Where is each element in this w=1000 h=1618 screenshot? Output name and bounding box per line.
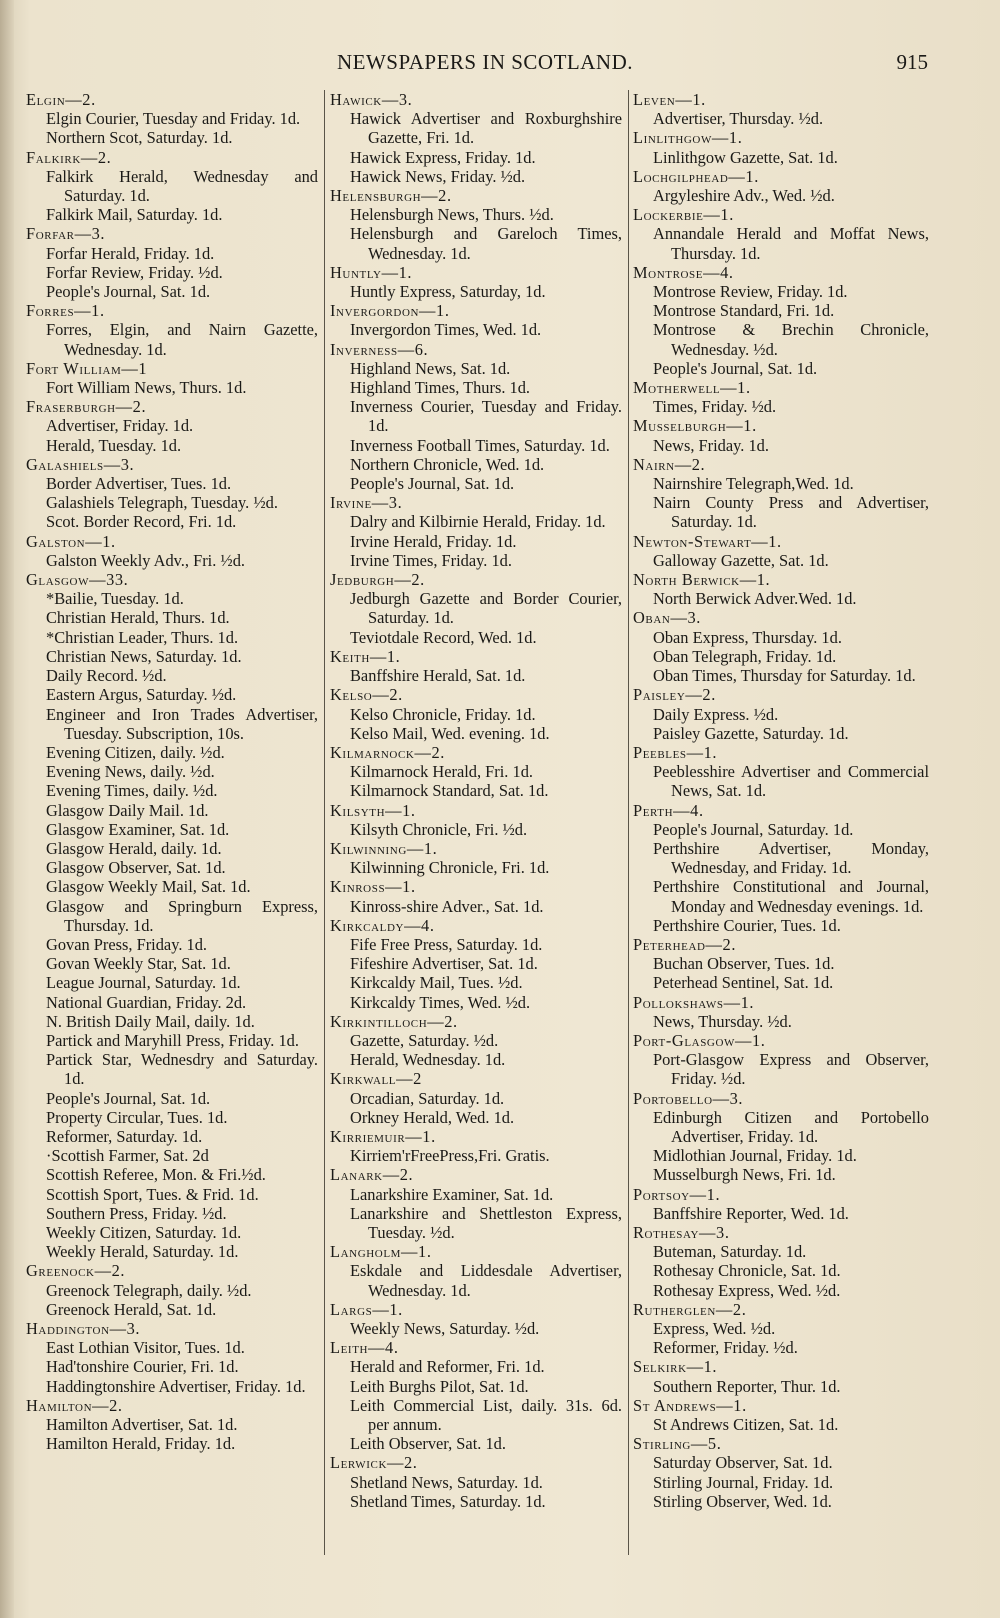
newspaper-entry: Reformer, Friday. ½d. bbox=[653, 1338, 798, 1358]
newspaper-entry: Greenock Telegraph, daily. ½d. bbox=[46, 1280, 252, 1300]
town-section bbox=[633, 205, 929, 263]
town-section bbox=[26, 397, 318, 455]
town-section bbox=[633, 1396, 929, 1434]
newspaper-entry: Scottish Referee, Mon. & Fri.½d. bbox=[46, 1165, 266, 1185]
newspaper-entry: Shetland News, Saturday. 1d. bbox=[350, 1472, 543, 1492]
town-section bbox=[633, 993, 929, 1031]
town-section bbox=[26, 301, 318, 359]
town-heading: Hawick—3. bbox=[330, 90, 413, 109]
newspaper-entry: Weekly Citizen, Saturday. 1d. bbox=[46, 1222, 242, 1242]
town-section bbox=[633, 743, 929, 801]
newspaper-entry: Forfar Review, Friday. ½d. bbox=[46, 262, 223, 282]
town-section bbox=[26, 90, 318, 148]
newspaper-entry: People's Journal, Sat. 1d. bbox=[350, 474, 515, 494]
newspaper-entry: Govan Weekly Star, Sat. 1d. bbox=[46, 954, 231, 974]
newspaper-entry: Kilmarnock Herald, Fri. 1d. bbox=[350, 762, 533, 782]
newspaper-entry: Engineer and Iron Trades Advertiser, Tuesday. Subscription, 10s. bbox=[46, 704, 318, 743]
newspaper-entry: Port-Glasgow Express and Observer, Friday. ½d. bbox=[653, 1050, 929, 1089]
town-heading: North Berwick—1. bbox=[633, 570, 771, 590]
newspaper-entry: Leith Commercial List, daily. 31s. 6d. per annum. bbox=[350, 1395, 622, 1435]
town-section bbox=[330, 1069, 622, 1127]
newspaper-entry: Herald, Wednesday. 1d. bbox=[350, 1050, 506, 1070]
column-3 bbox=[633, 90, 929, 1511]
newspaper-entry: Oban Times, Thursday for Saturday. 1d. bbox=[653, 666, 916, 686]
newspaper-entry: North Berwick Adver.Wed. 1d. bbox=[653, 589, 857, 609]
town-heading: Inverness—6. bbox=[330, 339, 429, 359]
town-heading: Lochgilphead—1. bbox=[633, 166, 759, 186]
newspaper-entry: Times, Friday. ½d. bbox=[653, 397, 777, 417]
town-heading: Kelso—2. bbox=[330, 685, 403, 705]
newspaper-entry: News, Thursday. ½d. bbox=[653, 1011, 792, 1031]
newspaper-entry: Lanarkshire Examiner, Sat. 1d. bbox=[350, 1184, 554, 1204]
town-heading: Oban—3. bbox=[633, 608, 701, 628]
newspaper-entry: Property Circular, Tues. 1d. bbox=[46, 1107, 228, 1127]
town-section bbox=[330, 90, 622, 186]
town-section bbox=[633, 455, 929, 532]
town-heading: Langholm—1. bbox=[330, 1242, 432, 1262]
newspaper-entry: Nairnshire Telegraph,Wed. 1d. bbox=[653, 474, 854, 494]
town-section bbox=[330, 1300, 622, 1338]
column-2 bbox=[330, 90, 622, 1511]
newspaper-entry: Galashiels Telegraph, Tuesday. ½d. bbox=[46, 493, 278, 513]
town-heading: Musselburgh—1. bbox=[633, 416, 757, 436]
newspaper-entry: Forfar Herald, Friday. 1d. bbox=[46, 243, 215, 263]
newspaper-entry: Reformer, Saturday. 1d. bbox=[46, 1126, 203, 1146]
column-1 bbox=[26, 90, 318, 1453]
newspaper-entry: Kilsyth Chronicle, Fri. ½d. bbox=[350, 819, 528, 839]
town-heading: Keith—1. bbox=[330, 646, 401, 666]
newspaper-entry: Irvine Herald, Friday. 1d. bbox=[350, 531, 517, 551]
town-heading: Irvine—3. bbox=[330, 493, 403, 513]
newspaper-entry: Kilwinning Chronicle, Fri. 1d. bbox=[350, 858, 550, 878]
town-section bbox=[633, 416, 929, 454]
town-heading: Lanark—2. bbox=[330, 1165, 414, 1185]
town-heading: Fort William—1 bbox=[26, 358, 148, 378]
town-section bbox=[633, 685, 929, 743]
newspaper-entry: Elgin Courier, Tuesday and Friday. 1d. bbox=[46, 109, 301, 129]
newspaper-entry: Glasgow Daily Mail. 1d. bbox=[46, 800, 209, 820]
newspaper-entry: Christian Herald, Thurs. 1d. bbox=[46, 608, 230, 628]
newspaper-entry: Stirling Journal, Friday. 1d. bbox=[653, 1472, 834, 1492]
town-heading: Leith—4. bbox=[330, 1338, 399, 1358]
town-heading: Elgin—2. bbox=[26, 90, 96, 109]
town-section bbox=[633, 1434, 929, 1511]
town-section bbox=[330, 1338, 622, 1453]
town-heading: Jedburgh—2. bbox=[330, 570, 425, 590]
town-heading: Forfar—3. bbox=[26, 224, 106, 244]
town-section bbox=[330, 493, 622, 570]
town-section bbox=[26, 359, 318, 397]
newspaper-entry: Northern Scot, Saturday. 1d. bbox=[46, 128, 233, 148]
newspaper-entry: Advertiser, Thursday. ½d. bbox=[653, 109, 824, 129]
newspaper-entry: Glasgow Weekly Mail, Sat. 1d. bbox=[46, 877, 251, 897]
town-heading: Kinross—1. bbox=[330, 877, 416, 897]
town-section bbox=[330, 685, 622, 743]
newspaper-entry: League Journal, Saturday. 1d. bbox=[46, 973, 241, 993]
newspaper-entry: Northern Chronicle, Wed. 1d. bbox=[350, 454, 545, 474]
newspaper-entry: Rothesay Express, Wed. ½d. bbox=[653, 1280, 841, 1300]
town-section bbox=[633, 1357, 929, 1395]
town-section bbox=[330, 186, 622, 263]
town-heading: Kirriemuir—1. bbox=[330, 1126, 436, 1146]
town-heading: Rutherglen—2. bbox=[633, 1299, 747, 1319]
newspaper-entry: Evening Citizen, daily. ½d. bbox=[46, 742, 225, 762]
town-section bbox=[633, 1185, 929, 1223]
town-section bbox=[330, 839, 622, 877]
newspaper-entry: People's Journal, Saturday. 1d. bbox=[653, 819, 854, 839]
newspaper-entry: Southern Press, Friday. ½d. bbox=[46, 1203, 227, 1223]
newspaper-entry: Paisley Gazette, Saturday. 1d. bbox=[653, 723, 849, 743]
town-section bbox=[633, 570, 929, 608]
newspaper-entry: Dalry and Kilbirnie Herald, Friday. 1d. bbox=[350, 512, 606, 532]
town-heading: Kirkwall—2 bbox=[330, 1069, 422, 1089]
town-heading: Portsoy—1. bbox=[633, 1184, 721, 1204]
newspaper-entry: Falkirk Herald, Wednesday and Saturday. 1d. bbox=[46, 166, 318, 206]
town-heading: Peebles—1. bbox=[633, 742, 718, 762]
town-heading: Newton-Stewart—1. bbox=[633, 531, 782, 551]
newspaper-entry: Buchan Observer, Tues. 1d. bbox=[653, 954, 835, 974]
newspaper-entry: Kirkcaldy Times, Wed. ½d. bbox=[350, 992, 531, 1012]
newspaper-entry: Partick and Maryhill Press, Friday. 1d. bbox=[46, 1030, 299, 1050]
newspaper-entry: Oban Express, Thursday. 1d. bbox=[653, 627, 842, 647]
newspaper-entry: Glasgow Observer, Sat. 1d. bbox=[46, 858, 226, 878]
town-heading: Montrose—4. bbox=[633, 262, 734, 282]
town-section bbox=[330, 916, 622, 1012]
town-heading: Huntly—1. bbox=[330, 262, 413, 282]
newspaper-entry: Glasgow Herald, daily. 1d. bbox=[46, 838, 222, 858]
newspaper-entry: Advertiser, Friday. 1d. bbox=[46, 416, 194, 436]
newspaper-entry: Teviotdale Record, Wed. 1d. bbox=[350, 627, 537, 647]
town-section bbox=[330, 1165, 622, 1242]
newspaper-entry: Govan Press, Friday. 1d. bbox=[46, 934, 208, 954]
town-section bbox=[330, 1127, 622, 1165]
newspaper-entry: Linlithgow Gazette, Sat. 1d. bbox=[653, 147, 838, 167]
newspaper-entry: News, Friday. 1d. bbox=[653, 435, 769, 455]
newspaper-entry: Stirling Observer, Wed. 1d. bbox=[653, 1491, 832, 1511]
newspaper-entry: Galston Weekly Adv., Fri. ½d. bbox=[46, 550, 245, 570]
town-section bbox=[633, 90, 929, 128]
newspaper-entry: Herald and Reformer, Fri. 1d. bbox=[350, 1357, 545, 1377]
town-section bbox=[330, 301, 622, 339]
newspaper-entry: Peeblesshire Advertiser and Commercial News, Sat. 1d. bbox=[653, 762, 929, 801]
newspaper-entry: East Lothian Visitor, Tues. 1d. bbox=[46, 1338, 245, 1358]
town-heading: Portobello—3. bbox=[633, 1088, 744, 1108]
town-heading: Pollokshaws—1. bbox=[633, 992, 755, 1012]
newspaper-entry: Montrose & Brechin Chronicle, Wednesday. ½d. bbox=[653, 320, 929, 359]
town-heading: Greenock—2. bbox=[26, 1261, 126, 1281]
newspaper-entry: Leith Observer, Sat. 1d. bbox=[350, 1434, 506, 1454]
newspaper-entry: Jedburgh Gazette and Border Courier, Saturday. 1d. bbox=[350, 589, 622, 628]
page-binding-edge bbox=[0, 0, 14, 1618]
page-number: 915 bbox=[896, 50, 928, 74]
newspaper-entry: Kinross-shire Adver., Sat. 1d. bbox=[350, 896, 544, 916]
town-section bbox=[330, 877, 622, 915]
newspaper-entry: Fifeshire Advertiser, Sat. 1d. bbox=[350, 954, 538, 974]
town-heading: Selkirk—1. bbox=[633, 1357, 718, 1377]
town-heading: Leven—1. bbox=[633, 90, 706, 109]
town-section bbox=[26, 1396, 318, 1454]
town-heading: Kilmarnock—2. bbox=[330, 742, 445, 762]
newspaper-entry: Huntly Express, Saturday, 1d. bbox=[350, 282, 546, 302]
page-header bbox=[0, 50, 1000, 80]
town-heading: Lockerbie—1. bbox=[633, 205, 734, 225]
town-section bbox=[26, 1261, 318, 1319]
town-section bbox=[330, 1242, 622, 1300]
newspaper-entry: Kirriem'rFreePress,Fri. Gratis. bbox=[350, 1146, 550, 1166]
newspaper-entry: Christian News, Saturday. 1d. bbox=[46, 646, 242, 666]
town-heading: Galston—1. bbox=[26, 531, 116, 551]
newspaper-entry: *Bailie, Tuesday. 1d. bbox=[46, 589, 184, 609]
newspaper-entry: Daily Record. ½d. bbox=[46, 666, 167, 686]
town-section bbox=[26, 148, 318, 225]
town-section bbox=[330, 263, 622, 301]
town-heading: Linlithgow—1. bbox=[633, 128, 743, 148]
town-section bbox=[633, 1223, 929, 1300]
town-heading: Glasgow—33. bbox=[26, 570, 129, 590]
newspaper-entry: Invergordon Times, Wed. 1d. bbox=[350, 320, 542, 340]
town-heading: Falkirk—2. bbox=[26, 147, 112, 167]
newspaper-entry: Oban Telegraph, Friday. 1d. bbox=[653, 646, 837, 666]
newspaper-entry: Hawick News, Friday. ½d. bbox=[350, 166, 526, 186]
town-heading: Port-Glasgow—1. bbox=[633, 1030, 766, 1050]
newspaper-entry: Helensburgh and Gareloch Times, Wednesday. 1d. bbox=[350, 224, 622, 263]
newspaper-entry: Banffshire Herald, Sat. 1d. bbox=[350, 666, 526, 686]
town-heading: Kirkcaldy—4. bbox=[330, 915, 435, 935]
town-heading: Galashiels—3. bbox=[26, 454, 135, 474]
column-divider bbox=[628, 90, 629, 1555]
newspaper-entry: ·Scottish Farmer, Sat. 2d bbox=[46, 1146, 209, 1166]
newspaper-entry: Musselburgh News, Fri. 1d. bbox=[653, 1165, 836, 1185]
town-heading: Fraserburgh—2. bbox=[26, 397, 147, 417]
newspaper-entry: Montrose Review, Friday. 1d. bbox=[653, 282, 848, 302]
town-section bbox=[330, 801, 622, 839]
newspaper-entry: Eastern Argus, Saturday. ½d. bbox=[46, 685, 237, 705]
newspaper-entry: Hawick Advertiser and Roxburghshire Gazette, Fri. 1d. bbox=[350, 109, 622, 148]
town-section bbox=[633, 1031, 929, 1089]
town-heading: Perth—4. bbox=[633, 800, 704, 820]
newspaper-entry: Border Advertiser, Tues. 1d. bbox=[46, 474, 232, 494]
newspaper-entry: St Andrews Citizen, Sat. 1d. bbox=[653, 1415, 839, 1435]
town-section bbox=[633, 263, 929, 378]
newspaper-entry: People's Journal, Sat. 1d. bbox=[46, 1088, 211, 1108]
newspaper-entry: Buteman, Saturday. 1d. bbox=[653, 1242, 807, 1262]
town-section bbox=[330, 1012, 622, 1070]
newspaper-entry: Midlothian Journal, Friday. 1d. bbox=[653, 1146, 857, 1166]
town-section bbox=[633, 608, 929, 685]
newspaper-entry: Southern Reporter, Thur. 1d. bbox=[653, 1376, 841, 1396]
newspaper-entry: Partick Star, Wednesdry and Saturday. 1d. bbox=[46, 1050, 318, 1089]
town-heading: Haddington—3. bbox=[26, 1319, 141, 1338]
newspaper-entry: Lanarkshire and Shettleston Express, Tuesday. ½d. bbox=[350, 1203, 622, 1242]
town-heading: Rothesay—3. bbox=[633, 1222, 730, 1242]
town-heading: Largs—1. bbox=[330, 1299, 403, 1319]
newspaper-entry: Shetland Times, Saturday. 1d. bbox=[350, 1491, 546, 1511]
newspaper-entry: Forres, Elgin, and Nairn Gazette, Wednesday. 1d. bbox=[46, 320, 318, 359]
town-section bbox=[26, 455, 318, 532]
newspaper-entry: Had'tonshire Courier, Fri. 1d. bbox=[46, 1357, 239, 1377]
newspaper-entry: Inverness Football Times, Saturday. 1d. bbox=[350, 435, 610, 455]
newspaper-entry: Annandale Herald and Moffat News, Thursday. 1d. bbox=[653, 224, 929, 263]
newspaper-entry: Evening Times, daily. ½d. bbox=[46, 781, 218, 801]
newspaper-entry: Edinburgh Citizen and Portobello Advertiser, Friday. 1d. bbox=[653, 1107, 929, 1146]
newspaper-entry: Kelso Chronicle, Friday. 1d. bbox=[350, 704, 536, 724]
newspaper-entry: Highland Times, Thurs. 1d. bbox=[350, 378, 531, 398]
newspaper-entry: Glasgow and Springburn Express, Thursday. 1d. bbox=[46, 896, 318, 935]
newspaper-entry: Greenock Herald, Sat. 1d. bbox=[46, 1299, 217, 1319]
newspaper-entry: Argyleshire Adv., Wed. ½d. bbox=[653, 186, 835, 206]
newspaper-entry: Rothesay Chronicle, Sat. 1d. bbox=[653, 1261, 841, 1281]
newspaper-entry: Eskdale and Liddesdale Advertiser, Wednesday. 1d. bbox=[350, 1261, 622, 1300]
newspaper-entry: Evening News, daily. ½d. bbox=[46, 762, 215, 782]
town-section bbox=[633, 1300, 929, 1358]
newspaper-entry: Hamilton Herald, Friday. 1d. bbox=[46, 1434, 236, 1454]
newspaper-entry: Perthshire Courier, Tues. 1d. bbox=[653, 915, 841, 935]
town-section bbox=[26, 570, 318, 1261]
newspaper-entry: Kilmarnock Standard, Sat. 1d. bbox=[350, 781, 549, 801]
town-section bbox=[330, 570, 622, 647]
newspaper-entry: Fort William News, Thurs. 1d. bbox=[46, 378, 247, 398]
newspaper-entry: Orkney Herald, Wed. 1d. bbox=[350, 1107, 515, 1127]
newspaper-entry: N. British Daily Mail, daily. 1d. bbox=[46, 1011, 255, 1031]
newspaper-entry: Kirkcaldy Mail, Tues. ½d. bbox=[350, 973, 523, 993]
town-section bbox=[633, 128, 929, 166]
town-section bbox=[330, 743, 622, 801]
town-heading: Nairn—2. bbox=[633, 454, 706, 474]
newspaper-entry: Haddingtonshire Advertiser, Friday. 1d. bbox=[46, 1376, 306, 1396]
town-section bbox=[633, 935, 929, 993]
newspaper-entry: Scottish Sport, Tues. & Frid. 1d. bbox=[46, 1184, 259, 1204]
town-section bbox=[633, 801, 929, 935]
newspaper-entry: Inverness Courier, Tuesday and Friday. 1d. bbox=[350, 397, 622, 436]
town-heading: Invergordon—1. bbox=[330, 301, 450, 321]
town-section bbox=[26, 532, 318, 570]
newspaper-entry: Hamilton Advertiser, Sat. 1d. bbox=[46, 1415, 238, 1435]
town-section bbox=[26, 224, 318, 301]
newspaper-entry: Montrose Standard, Fri. 1d. bbox=[653, 301, 835, 321]
town-heading: Stirling—5. bbox=[633, 1434, 722, 1454]
newspaper-entry: *Christian Leader, Thurs. 1d. bbox=[46, 627, 239, 647]
newspaper-entry: Express, Wed. ½d. bbox=[653, 1319, 776, 1338]
town-heading: Paisley—2. bbox=[633, 685, 716, 705]
town-heading: Lerwick—2. bbox=[330, 1453, 418, 1473]
newspaper-entry: Nairn County Press and Advertiser, Saturday. 1d. bbox=[653, 493, 929, 532]
town-section bbox=[633, 378, 929, 416]
town-section bbox=[330, 647, 622, 685]
town-heading: Kilwinning—1. bbox=[330, 838, 438, 858]
town-section bbox=[633, 532, 929, 570]
column-divider bbox=[324, 90, 325, 1555]
newspaper-entry: Falkirk Mail, Saturday. 1d. bbox=[46, 205, 223, 225]
page-title: NEWSPAPERS IN SCOTLAND. bbox=[336, 50, 633, 74]
town-heading: Helensburgh—2. bbox=[330, 186, 452, 206]
newspaper-entry: Weekly News, Saturday. ½d. bbox=[350, 1319, 540, 1338]
newspaper-entry: Highland News, Sat. 1d. bbox=[350, 358, 511, 378]
newspaper-entry: National Guardian, Friday. 2d. bbox=[46, 992, 247, 1012]
newspaper-entry: Glasgow Examiner, Sat. 1d. bbox=[46, 819, 230, 839]
newspaper-entry: Weekly Herald, Saturday. 1d. bbox=[46, 1242, 239, 1262]
town-heading: Kilsyth—1. bbox=[330, 800, 416, 820]
newspaper-entry: Kelso Mail, Wed. evening. 1d. bbox=[350, 723, 550, 743]
town-section bbox=[633, 1089, 929, 1185]
newspaper-entry: People's Journal, Sat. 1d. bbox=[46, 282, 211, 302]
town-heading: Hamilton—2. bbox=[26, 1395, 123, 1415]
newspaper-entry: Scot. Border Record, Fri. 1d. bbox=[46, 512, 237, 532]
newspaper-entry: Leith Burghs Pilot, Sat. 1d. bbox=[350, 1376, 529, 1396]
newspaper-entry: Saturday Observer, Sat. 1d. bbox=[653, 1453, 833, 1473]
town-heading: Peterhead—2. bbox=[633, 934, 737, 954]
town-heading: Motherwell—1. bbox=[633, 378, 751, 398]
newspaper-entry: Fife Free Press, Saturday. 1d. bbox=[350, 934, 543, 954]
town-section bbox=[330, 1453, 622, 1511]
newspaper-entry: Orcadian, Saturday. 1d. bbox=[350, 1088, 505, 1108]
town-section bbox=[633, 167, 929, 205]
newspaper-entry: Helensburgh News, Thurs. ½d. bbox=[350, 205, 554, 225]
newspaper-entry: Herald, Tuesday. 1d. bbox=[46, 435, 182, 455]
newspaper-entry: Galloway Gazette, Sat. 1d. bbox=[653, 550, 829, 570]
newspaper-entry: Perthshire Constitutional and Journal, Monday and Wednesday evenings. 1d. bbox=[653, 877, 929, 916]
town-heading: Kirkintilloch—2. bbox=[330, 1011, 458, 1031]
newspaper-entry: Daily Express. ½d. bbox=[653, 704, 779, 724]
newspaper-entry: Gazette, Saturday. ½d. bbox=[350, 1030, 499, 1050]
town-heading: St Andrews—1. bbox=[633, 1395, 747, 1415]
newspaper-entry: Irvine Times, Friday. 1d. bbox=[350, 550, 512, 570]
town-section bbox=[330, 340, 622, 494]
newspaper-entry: People's Journal, Sat. 1d. bbox=[653, 358, 818, 378]
newspaper-entry: Banffshire Reporter, Wed. 1d. bbox=[653, 1203, 849, 1223]
town-section bbox=[26, 1319, 318, 1396]
newspaper-entry: Peterhead Sentinel, Sat. 1d. bbox=[653, 973, 834, 993]
newspaper-entry: Perthshire Advertiser, Monday, Wednesday, and Friday. 1d. bbox=[653, 838, 929, 878]
town-heading: Forres—1. bbox=[26, 301, 105, 321]
newspaper-entry: Hawick Express, Friday. 1d. bbox=[350, 147, 536, 167]
